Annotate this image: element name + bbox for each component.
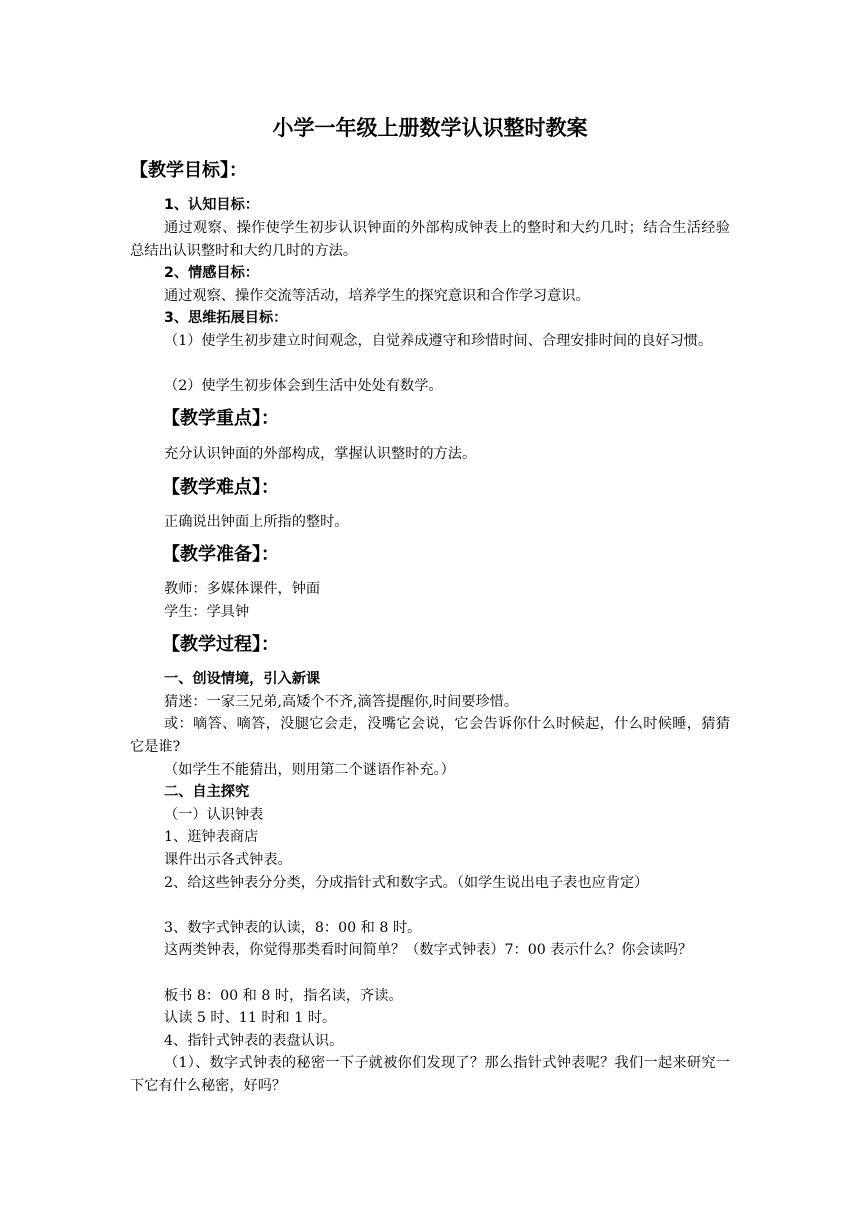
section-heading-process: 【教学过程】： <box>162 634 279 655</box>
prep-student: 学生：学具钟 <box>164 604 250 620</box>
goal-cognitive-text: 通过观察、操作使学生初步认识钟面的外部构成钟表上的整时和大约几时；结合生活经验总结出认识整时和大约几时的方法。 <box>130 220 730 259</box>
process-step3-board: 板书 8：00 和 8 时，指名读，齐读。 <box>164 988 403 1004</box>
section-heading-goals: 【教学目标】： <box>130 160 247 181</box>
section-heading-difficult: 【教学难点】： <box>162 477 279 498</box>
process-riddle2: 或：嘀答、嘀答，没腿它会走，没嘴它会说，它会告诉你什么时候起，什么时候睡，猜猜它是谁? <box>130 716 730 755</box>
prep-teacher: 教师：多媒体课件，钟面 <box>164 581 321 597</box>
process-riddle1: 猜迷：一家三兄弟,高矮个不齐,滴答提醒你,时间要珍惜。 <box>164 694 519 710</box>
process-step3-read: 认读 5 时、11 时和 1 时。 <box>164 1010 337 1026</box>
goal-thinking-1: （1）使学生初步建立时间观念，自觉养成遵守和珍惜时间、合理安排时间的良好习惯。 <box>164 333 713 349</box>
process-step3-question: 这两类钟表，你觉得那类看时间简单？（数字式钟表）7：00 表示什么？你会读吗？ <box>164 942 693 958</box>
process-step4: 4、指针式钟表的表盘认识。 <box>164 1033 344 1049</box>
process-part1-heading: 一、创设情境，引入新课 <box>164 671 321 687</box>
process-step1-text: 课件出示各式钟表。 <box>164 852 292 868</box>
goal-thinking-heading: 3、思维拓展目标： <box>164 310 288 326</box>
document-title: 小学一年级上册数学认识整时教案 <box>272 116 588 140</box>
process-step4-text: （1）、数字式钟表的秘密一下子就被你们发现了？那么指针式钟表呢？我们一起来研究一下它有什么秘密，好吗？ <box>130 1055 730 1094</box>
difficult-text: 正确说出钟面上所指的整时。 <box>164 514 349 530</box>
goal-cognitive-heading: 1、认知目标： <box>164 197 259 213</box>
goal-emotion-heading: 2、情感目标： <box>164 265 259 281</box>
goal-thinking-2: （2）使学生初步体会到生活中处处有数学。 <box>164 378 443 394</box>
process-part2-heading: 二、自主探究 <box>164 784 250 800</box>
process-step1: 1、逛钟表商店 <box>164 829 259 845</box>
process-step2: 2、给这些钟表分分类，分成指针式和数字式。（如学生说出电子表也应肯定） <box>164 875 649 891</box>
goal-emotion-text: 通过观察、操作交流等活动，培养学生的探究意识和合作学习意识。 <box>164 288 590 304</box>
process-step3: 3、数字式钟表的认读，8：00 和 8 时。 <box>164 920 422 936</box>
section-heading-key: 【教学重点】： <box>162 408 279 429</box>
process-riddle-note: （如学生不能猜出，则用第二个谜语作补充。） <box>164 762 455 778</box>
process-sub1: （一）认识钟表 <box>164 807 264 823</box>
key-text: 充分认识钟面的外部构成，掌握认识整时的方法。 <box>164 446 477 462</box>
section-heading-prep: 【教学准备】： <box>162 544 279 565</box>
